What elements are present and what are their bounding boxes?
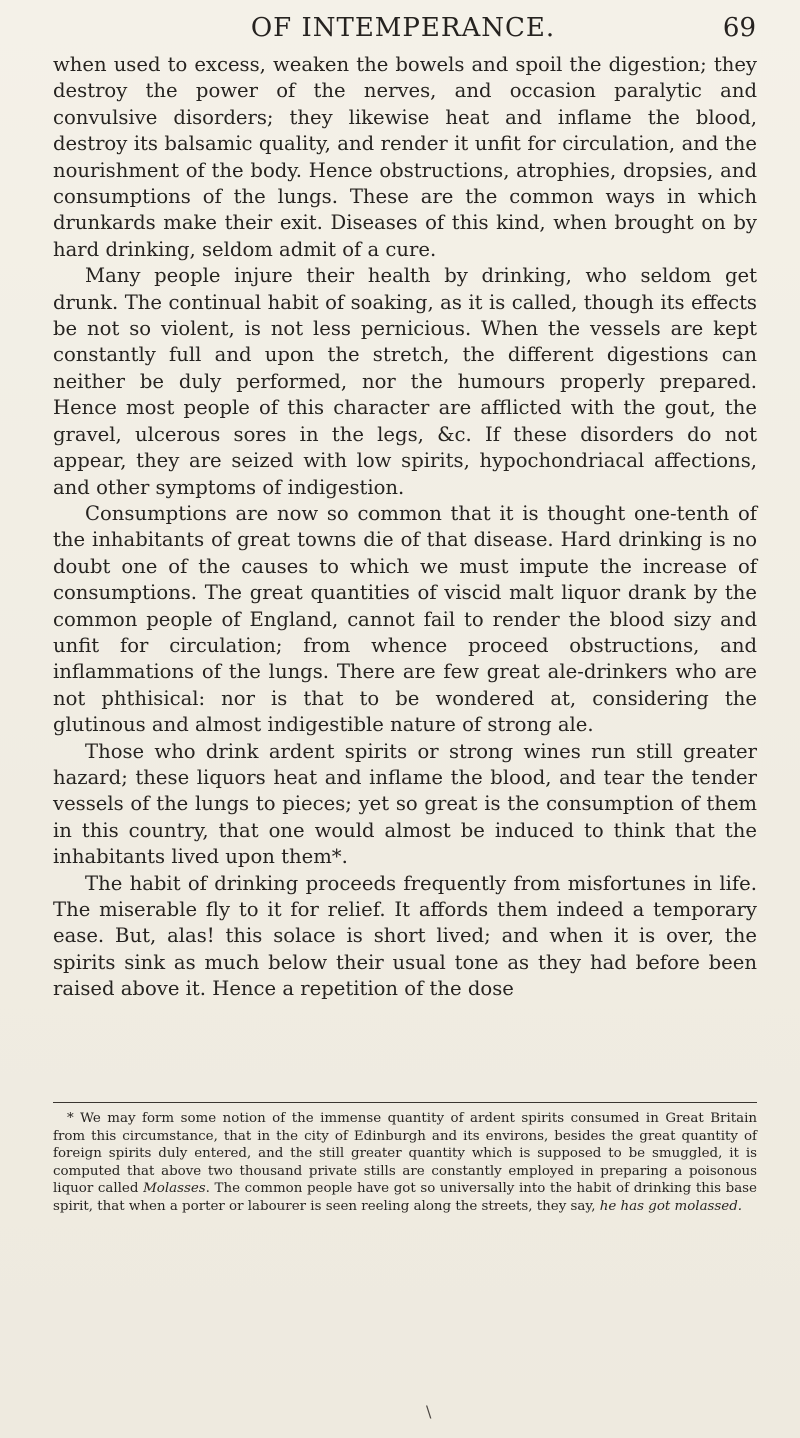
footnote	[53, 1110, 757, 1216]
footnote-text	[53, 1110, 757, 1216]
footnote-italic-quote: he has got molassed.	[599, 1198, 743, 1214]
paragraph: Consumptions are now so common that it is thought one-tenth of the inhabitants of great towns die of that disease. Hard drinking is no doubt one of the causes to which we must impute the increase of consumptions. The great quantities of viscid malt liquor drank by the common people of England, cannot fail to render the blood sizy and unfit for circulation; from whence proceed obstructions, and inflammations of the lungs. There are few great ale-drinkers who are not phthisical: nor is that to be wondered at, considering the glutinous and almost indigestible nature of strong ale.	[53, 501, 757, 737]
paragraph: when used to excess, weaken the bowels and spoil the digestion; they destroy the power of the nerves, and occasion paralytic and convulsive disorders; they likewise heat and inflame the blood, destroy its balsamic quality, and render it unfit for circulation, and the nourishment of the body. Hence obstructions, atrophies, dropsies, and consumptions of the lungs. These are the common ways in which drunkards make their exit. Diseases of this kind, when brought on by hard drinking, seldom admit of a cure.	[53, 53, 757, 261]
paragraph: The habit of drinking proceeds frequently from misfortunes in life. The miserable fly to it for relief. It affords them indeed a temporary ease. But, alas! this solace is short lived; and when it is over, the spirits sink as much below their usual tone as they had before been raised above it. Hence a repetition of the dose	[53, 871, 757, 1001]
footnote-italic-term: Molasses	[143, 1181, 206, 1197]
body-text	[53, 52, 757, 1003]
paragraph: Many people injure their health by drinking, who seldom get drunk. The continual habit of soaking, as it is called, though its effects be not so violent, is not less pernicious. When the vessels are kept constantly full and upon the stretch, the different digestions can neither be duly performed, nor the humours properly prepared. Hence most people of this character are afflicted with the gout, the gravel, ulcerous sores in the legs, &c. If these disorders do not appear, they are seized with low spirits, hypochondriacal affections, and other symptoms of indigestion.	[53, 264, 757, 499]
paragraph: Those who drink ardent spirits or strong wines run still greater hazard; these liquors heat and inflame the blood, and tear the tender vessels of the lungs to pieces; yet so great is the consumption of them in this country, that one would almost be induced to think that the inhabitants lived upon them*.	[53, 739, 757, 869]
running-title: OF INTEMPERANCE.	[250, 13, 556, 43]
footnote-text-part: * We may form some notion of the immense quantity of ardent spirits consumed in Great Britain from this circumstance, that in the city of Edinburgh and its environs, besides the great quantity of foreign spirits duly entered, and the still greater quantity which is supposed to be smuggled, it is computed that above two thousand private stills are constantly employed in preparing a poisonous liquor called	[53, 1111, 757, 1197]
footnote-text-part: . The common people have got so universally into the habit of drinking this base spirit, that when a porter or labourer is seen reeling along the streets, they say,	[53, 1181, 757, 1214]
page-number: 69	[722, 13, 756, 43]
running-header	[50, 10, 756, 46]
stray-print-mark: \	[426, 1402, 432, 1421]
footnote-divider	[53, 1102, 757, 1103]
